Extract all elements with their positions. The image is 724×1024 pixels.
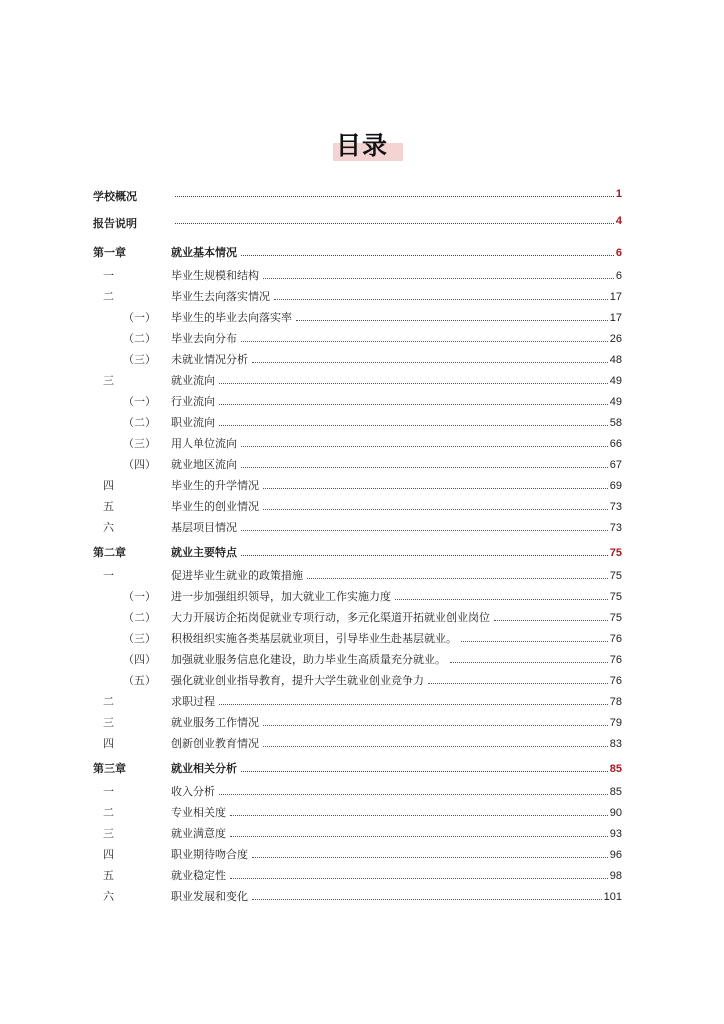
toc-dot-leader [241,254,614,256]
toc-entry[interactable] [93,326,622,347]
toc-dot-leader [230,814,608,816]
toc-entry-number: 三 [103,374,114,387]
toc-entry-text [171,588,622,604]
toc-entry-label: 大力开展访企拓岗促就业专项行动，多元化渠道开拓就业创业岗位 [171,611,490,624]
toc-entry-label: 毕业生的创业情况 [171,500,259,513]
toc-entry-text [171,888,622,904]
toc-entry-number: 一 [103,269,114,282]
toc-entry-text [171,288,622,304]
toc-entry[interactable] [93,884,622,905]
toc-entry-label: 求职过程 [171,695,215,708]
toc-page-number: 6 [615,247,622,259]
toc-page-number: 75 [609,570,622,582]
toc-dot-leader [252,361,608,363]
toc-dot-leader [241,445,608,447]
toc-dot-leader [219,403,608,405]
toc-dot-leader [241,770,608,772]
toc-dot-leader [263,487,608,489]
toc-page-number: 49 [609,375,622,387]
toc-page-number: 4 [615,215,622,227]
toc-dot-leader [241,466,608,468]
toc-page-number: 83 [609,738,622,750]
toc-entry-text [171,372,622,388]
toc-dot-leader [219,793,608,795]
toc-entry-text [171,783,622,799]
toc-page-number: 73 [609,501,622,513]
toc-page-number: 75 [609,547,622,559]
toc-page-number: 48 [609,354,622,366]
toc-entry-text [171,825,622,841]
toc-entry[interactable] [93,305,622,326]
toc-entry-number: （四） [123,653,156,666]
toc-entry-number: 五 [103,500,114,513]
toc-entry-label: 创新创业教育情况 [171,737,259,750]
toc-entry-text [171,651,622,667]
toc-entry-label: 就业稳定性 [171,869,226,882]
toc-entry[interactable] [93,563,622,584]
toc-entry-label: 未就业情况分析 [171,353,248,366]
toc-entry-label: 基层项目情况 [171,521,237,534]
toc-dot-leader [241,529,608,531]
toc-entry-number: （五） [123,674,156,687]
toc-page-number: 85 [609,786,622,798]
toc-entry-number: 二 [103,290,114,303]
toc-dot-leader [219,424,608,426]
toc-dot-leader [252,898,602,900]
toc-page-number: 101 [603,891,622,903]
toc-entry-text [171,519,622,535]
toc-entry-text [171,846,622,862]
toc-entry-number: 四 [103,479,114,492]
toc-entry-number: 四 [103,737,114,750]
toc-entry-number: 二 [103,806,114,819]
toc-entry-label: 毕业生的毕业去向落实率 [171,311,292,324]
toc-entry-text [171,244,622,260]
toc-entry[interactable] [93,182,622,209]
toc-page-number: 17 [609,312,622,324]
toc-entry-text [171,351,622,367]
toc-entry-label: 职业流向 [171,416,215,429]
toc-dot-leader [263,724,608,726]
toc-entry-text [171,672,622,688]
toc-page-number: 67 [609,459,622,471]
toc-entry-label: 加强就业服务信息化建设，助力毕业生高质量充分就业。 [171,653,446,666]
toc-entry[interactable] [93,752,622,779]
toc-page-number: 1 [615,188,622,200]
toc-entry-label: 就业满意度 [171,827,226,840]
toc-entry-number: （三） [123,437,156,450]
toc-entry[interactable] [93,452,622,473]
toc-entry-label: 就业相关分析 [171,762,237,775]
toc-dot-leader [219,382,608,384]
toc-entry[interactable] [93,605,622,626]
toc-dot-leader [252,856,608,858]
toc-entry-number: 一 [103,569,114,582]
toc-entry[interactable] [93,800,622,821]
toc-entry-number: （二） [123,416,156,429]
toc-dot-leader [241,554,608,556]
toc-entry-number: 三 [103,827,114,840]
toc-page-number: 98 [609,870,622,882]
toc-dot-leader [230,835,608,837]
toc-page-number: 76 [609,675,622,687]
toc-page-number: 78 [609,696,622,708]
toc-entry-number: 六 [103,890,114,903]
toc-entry[interactable] [93,236,622,263]
toc-dot-leader [241,340,608,342]
toc-entry-label: 就业流向 [171,374,215,387]
toc-entry-number: 六 [103,521,114,534]
toc-entry[interactable] [93,842,622,863]
toc-entry-label: 收入分析 [171,785,215,798]
toc-entry-text [171,393,622,409]
toc-entry-label: 职业发展和变化 [171,890,248,903]
toc-entry-text [171,630,622,646]
toc-entry-number: （三） [123,353,156,366]
toc-entry-text [171,760,622,776]
toc-entry-text [171,567,622,583]
toc-page-number: 66 [609,438,622,450]
toc-entry[interactable] [93,431,622,452]
toc-entry-number: （一） [123,311,156,324]
toc-entry-number: 第一章 [93,246,126,259]
toc-entry[interactable] [93,863,622,884]
toc-entry-label: 促进毕业生就业的政策措施 [171,569,303,582]
toc-entry[interactable] [93,647,622,668]
toc-entry-number: 第三章 [93,762,126,775]
toc-entry-text [171,867,622,883]
toc-dot-leader [263,277,614,279]
toc-entry-label: 毕业生的升学情况 [171,479,259,492]
toc-page-number: 6 [615,270,622,282]
toc-entry-label: 专业相关度 [171,806,226,819]
toc-entry-text [171,804,622,820]
toc-entry-text [171,309,622,325]
toc-dot-leader [219,703,608,705]
toc-entry-label: 行业流向 [171,395,215,408]
toc-entry-number: （一） [123,590,156,603]
toc-dot-leader [428,682,608,684]
toc-dot-leader [296,319,608,321]
toc-page-number: 85 [609,763,622,775]
toc-entry[interactable] [93,389,622,410]
toc-entry[interactable] [93,821,622,842]
page-title: 目录 [335,131,388,160]
toc-page-number: 58 [609,417,622,429]
toc-entry-text [171,735,622,751]
toc-entry-text [171,714,622,730]
toc-page-number: 73 [609,522,622,534]
toc-entry-text [171,188,622,200]
toc-entry[interactable] [93,347,622,368]
toc-entry[interactable] [93,626,622,647]
toc-entry-text [171,414,622,430]
toc-dot-leader [263,508,608,510]
toc-dot-leader [450,661,608,663]
toc-page-number: 90 [609,807,622,819]
toc-entry-text [171,215,622,227]
toc-entry[interactable] [93,368,622,389]
toc-entry[interactable] [93,731,622,752]
toc-entry-text [171,267,622,283]
toc-entry-number: 二 [103,695,114,708]
toc-entry-label: 毕业去向分布 [171,332,237,345]
toc-entry-label: 就业地区流向 [171,458,237,471]
toc-entry[interactable] [93,668,622,689]
toc-entry[interactable] [93,584,622,605]
toc-entry-text [171,477,622,493]
toc-entry-number: 五 [103,869,114,882]
toc-entry-label: 积极组织实施各类基层就业项目，引导毕业生赴基层就业。 [171,632,457,645]
toc-dot-leader [494,619,608,621]
toc-entry-text [171,544,622,560]
toc-entry-number: （二） [123,332,156,345]
toc-entry-label: 毕业生去向落实情况 [171,290,270,303]
toc-dot-leader [461,640,608,642]
toc-entry-number: 第二章 [93,546,126,559]
toc-page-number: 76 [609,654,622,666]
toc-page-number: 93 [609,828,622,840]
toc-dot-leader [175,195,614,197]
toc-page-number: 76 [609,633,622,645]
toc-dot-leader [395,598,608,600]
toc-entry-number: （二） [123,611,156,624]
toc-entry-label: 就业基本情况 [171,246,237,259]
toc-page-number: 17 [609,291,622,303]
toc-dot-leader [263,745,608,747]
toc-entry[interactable] [93,710,622,731]
toc-dot-leader [274,298,608,300]
toc-entry[interactable] [93,515,622,536]
toc-entry-label: 毕业生规模和结构 [171,269,259,282]
toc-entry-label: 就业主要特点 [171,546,237,559]
toc-entry[interactable] [93,263,622,284]
toc-page-number: 75 [609,591,622,603]
toc-entry-number: 一 [103,785,114,798]
toc-entry-text [171,435,622,451]
toc-entry-number: 四 [103,848,114,861]
toc-entry-number: 报告说明 [93,217,137,230]
toc-entry-text [171,609,622,625]
toc-entry-label: 用人单位流向 [171,437,237,450]
toc-page-number: 49 [609,396,622,408]
toc-entry-number: （三） [123,632,156,645]
toc-entry-text [171,330,622,346]
toc-dot-leader [230,877,608,879]
toc-entry-text [171,456,622,472]
toc-page-number: 69 [609,480,622,492]
toc-entry-number: （四） [123,458,156,471]
toc-entry[interactable] [93,284,622,305]
toc-dot-leader [175,222,614,224]
toc-entry-number: 三 [103,716,114,729]
toc-page-number: 96 [609,849,622,861]
toc-entry-label: 进一步加强组织领导，加大就业工作实施力度 [171,590,391,603]
toc-entry-text [171,693,622,709]
toc-entry-text [171,498,622,514]
toc-entry[interactable] [93,689,622,710]
toc-entry-number: 学校概况 [93,190,137,203]
toc-dot-leader [307,577,608,579]
toc-entry-label: 就业服务工作情况 [171,716,259,729]
toc-entry-number: （一） [123,395,156,408]
toc-entry[interactable] [93,779,622,800]
toc-page-number: 79 [609,717,622,729]
toc-entry-label: 强化就业创业指导教育，提升大学生就业创业竞争力 [171,674,424,687]
toc-entry[interactable] [93,209,622,236]
toc-entry[interactable] [93,494,622,515]
table-of-contents [93,182,622,905]
toc-entry-label: 职业期待吻合度 [171,848,248,861]
toc-page-number: 26 [609,333,622,345]
toc-page-number: 75 [609,612,622,624]
title-wrap [0,128,724,164]
toc-entry[interactable] [93,473,622,494]
toc-entry[interactable] [93,536,622,563]
toc-entry[interactable] [93,410,622,431]
